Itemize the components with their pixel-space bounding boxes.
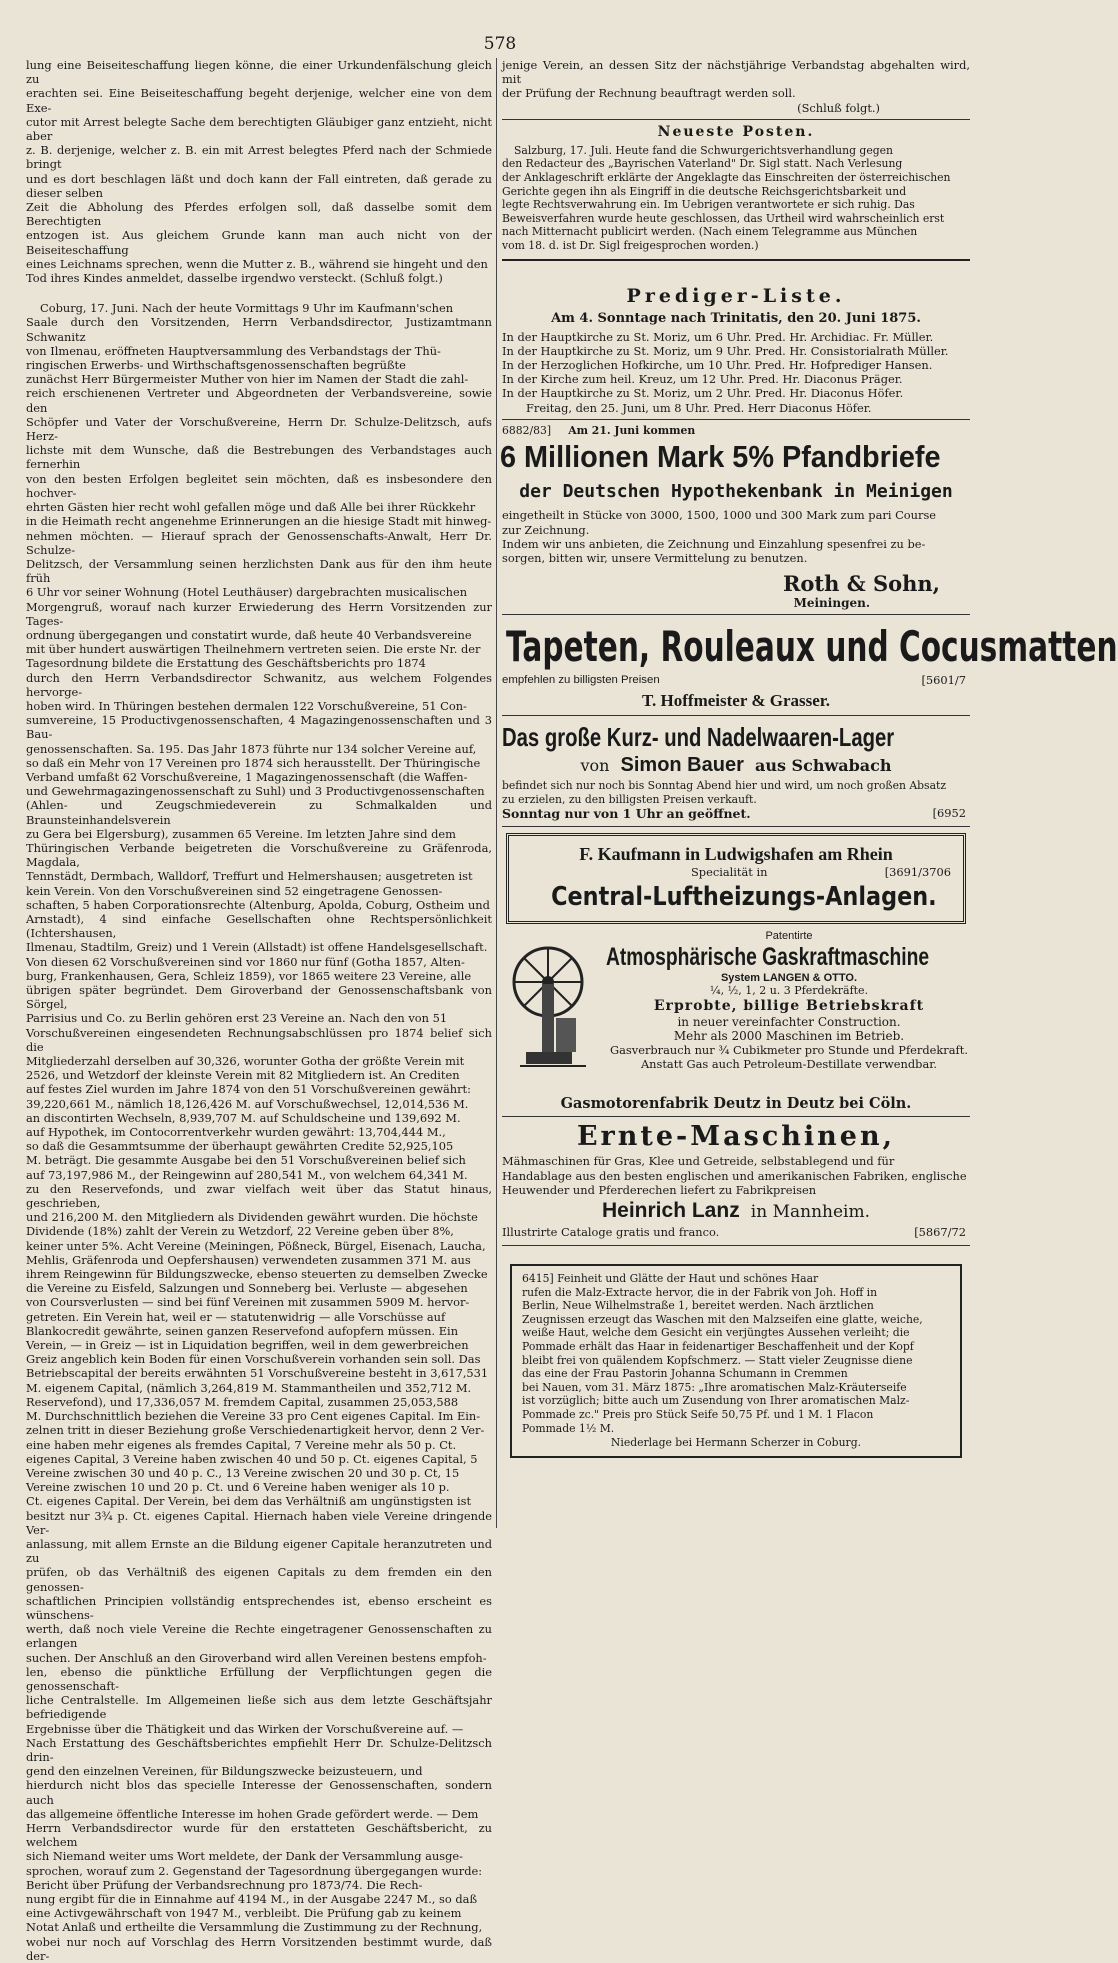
preacher-title: Prediger-Liste. (626, 284, 846, 307)
text-line: zunächst Herr Bürgermeister Muther von hier im Namen der Stadt die zahl- (26, 372, 469, 387)
pfandbriefe-body (502, 508, 970, 565)
text-line: Morgengruß, worauf nach kurzer Erwiederung des Herrn Vorsitzenden zur Tages- (26, 599, 492, 628)
text-line: und Gewehrmagazingenossenschaft zu Suhl) und 3 Productivgenossenschaften (26, 784, 485, 799)
gas-construction: in neuer vereinfachter Construction. (677, 1015, 901, 1030)
text-line: die Vereine zu Eisfeld, Salzungen und Sonneberg bei. Verluste — abgesehen (26, 1281, 468, 1296)
text-line: Bericht über Prüfung der Verbandsrechnung pro 1873/74. Die Rech- (26, 1877, 423, 1892)
text-line: burg, Frankenhausen, Gera, Schleiz 1859), vor 1865 weitere 23 Vereine, alle (26, 968, 472, 983)
text-line: ringischen Erwerbs- und Wirthschaftsgenossenschaften begrüßte (26, 358, 406, 373)
text-line: befindet sich nur noch bis Sonntag Abend hier und wird, um noch großen Absatz (502, 779, 947, 793)
gas-tested: Erprobte, billige Betriebskraft (653, 998, 925, 1015)
text-line: Verband umfaßt 62 Vorschußvereine, 1 Magazingenossenschaft (die Waffen- (26, 769, 468, 784)
text-line: M. beträgt. Die gesammte Ausgabe bei den 51 Vorschußvereinen belief sich (26, 1153, 466, 1168)
ad-date-line: Am 21. Juni kommen (568, 423, 696, 437)
gas-headline: Atmosphärische Gaskraftmaschine (606, 943, 930, 972)
preacher-entry: In der Hauptkirche zu St. Moriz, um 6 Uhr. Pred. Hr. Archidiac. Fr. Müller. (502, 329, 934, 344)
text-line: anlassung, mit allem Ernste an die Bildung eigener Capitale heranzutreten und zu (26, 1536, 492, 1566)
kurzwaaren-headline: Das große Kurz- und Nadelwaaren-Lager (502, 722, 895, 753)
text-line: bleibt frei von quälendem Kopfschmerz. — Statt vieler Zeugnisse diene (522, 1353, 913, 1367)
text-line: der Prüfung der Rechnung beauftragt werden soll. (502, 86, 796, 101)
text-line: Mitgliederzahl derselben auf 30,326, worunter Gotha der größte Verein mit (26, 1054, 465, 1069)
text-line: jenige Verein, an dessen Sitz der nächstjährige Verbandstag abgehalten wird, mit (502, 58, 970, 87)
text-line: zu erzielen, zu den billigsten Preisen verkauft. (502, 792, 757, 806)
text-line: das eine der Frau Pastorin Johanna Schumann in Cremmen (522, 1367, 848, 1381)
text-line: vom 18. d. ist Dr. Sigl freigesprochen worden.) (502, 238, 759, 252)
kaufmann-firm: F. Kaufmann in Ludwigshafen am Rhein (579, 844, 893, 865)
text-line: 2526, und Wetzdorf der kleinste Verein mit 82 Mitgliedern ist. An Crediten (26, 1068, 460, 1083)
text-line: und es dort beschlagen läßt und doch kann der Fall eintreten, daß gerade zu dieser selben (26, 171, 492, 200)
text-line: hoben wird. In Thüringen bestehen dermalen 122 Vorschußvereine, 51 Con- (26, 698, 467, 713)
text-line: hierdurch nicht blos das specielle Interesse der Genossenschaften, sondern auch (26, 1778, 492, 1807)
text-line: genossenschaften. Sa. 195. Das Jahr 1873 führte nur 134 solcher Vereine auf, (26, 741, 477, 756)
text-line: zelnen tritt in dieser Beziehung große Verschiedenartigkeit hervor, denn 2 Ver- (26, 1423, 485, 1438)
text-line: Ilmenau, Stadtilm, Greiz) und 1 Verein (Allstadt) ist offene Handelsgesellschaft. (26, 940, 488, 955)
text-line: Ct. eigenes Capital. Der Verein, bei dem das Verhältniß am ungünstigsten ist (26, 1494, 472, 1509)
firm-roth-sohn: Roth & Sohn, (782, 571, 940, 597)
text-line: nehmen möchten. — Hierauf sprach der Genossenschafts-Anwalt, Herr Dr. Schulze- (26, 528, 492, 557)
tapeten-headline: Tapeten, Rouleaux und Cocusmatten (506, 623, 1118, 672)
ad-ref: 6882/83] (502, 423, 552, 437)
text-line: Betriebscapital der bereits erwähnten 51 Vorschußvereine besteht in 3,617,531 (26, 1366, 489, 1381)
text-line: sumvereine, 15 Productivgenossenschaften, 4 Magazingenossenschaften und 3 Bau- (26, 713, 492, 742)
text-line: Zeugnissen erzeugt das Waschen mit den Malzseifen eine glatte, weiche, (522, 1312, 923, 1326)
text-line: ehrten Gästen hier recht wohl gefallen möge und daß Alle bei ihrer Rückkehr (26, 500, 476, 515)
tapeten-ref: [5601/7 (921, 673, 966, 688)
kaufmann-product: Central-Luftheizungs-Anlagen. (551, 882, 937, 913)
text-line: eines Leichnams sprechen, wenn die Mutter z. B., während sie hingeht und den (26, 256, 488, 271)
text-line: Herrn Verbandsdirector wurde für den erstatteten Geschäftsbericht, zu welchem (26, 1820, 492, 1850)
text-line: von Coursverlusten — sind bei fünf Vereinen mit zusammen 5909 M. hervor- (26, 1295, 470, 1310)
text-line: entzogen ist. Aus gleichem Grunde kann man auch nicht von der Beiseiteschaffung (26, 228, 492, 257)
gas-factory: Gasmotorenfabrik Deutz in Deutz bei Cöln. (560, 1095, 912, 1113)
text-line: so daß die Gesammtsumme der überhaupt gewährten Credite 52,925,105 (26, 1139, 454, 1154)
text-line: Handablage aus den besten englischen und amerikanischen Fabriken, englische (502, 1168, 967, 1183)
article-coburg (26, 301, 492, 1963)
ad-gasmaschine (502, 930, 970, 1112)
text-line: Tagesordnung bildete die Erstattung des Geschäftsberichts pro 1874 (26, 656, 426, 671)
text-line: Berlin, Neue Wilhelmstraße 1, bereitet werden. Nach ärztlichen (522, 1299, 874, 1313)
text-line: von den besten Erfolgen begleitet sein möchten, daß es insbesondere den hochver- (26, 471, 492, 500)
text-line: Blankocredit gewährte, seinen ganzen Reservefond aufopfern müssen. Ein (26, 1323, 459, 1338)
right-column (500, 58, 1118, 1528)
preacher-subtitle: Am 4. Sonntage nach Trinitatis, den 20. Juni 1875. (551, 310, 921, 326)
text-line: Zeit die Abholung des Pferdes erfolgen soll, daß dasselbe somit dem Berechtigten (26, 200, 492, 229)
preacher-entry: In der Kirche zum heil. Kreuz, um 12 Uhr. Pred. Hr. Diaconus Präger. (502, 372, 903, 387)
text-line: in die Heimath recht angenehme Erinnerungen an die hiesige Stadt mit hinweg- (26, 514, 492, 529)
text-line: den Redacteur des „Bayrischen Vaterland" Dr. Sigl statt. Nach Verlesung (502, 157, 903, 171)
ernte-catalog: Illustrirte Cataloge gratis und franco. (502, 1224, 720, 1239)
text-line: Beweisverfahren wurde heute geschlossen, das Urtheil wird wahrscheinlich erst (502, 211, 945, 225)
text-line: eigenes Capital, 3 Vereine haben zwischen 40 und 50 p. Ct. eigenes Capital, 5 (26, 1451, 478, 1466)
text-line: Salzburg, 17. Juli. Heute fand die Schwurgerichtsverhandlung gegen (514, 143, 893, 157)
text-line: Von diesen 62 Vorschußvereinen sind vor 1860 nur fünf (Gotha 1857, Alten- (26, 954, 465, 969)
continuation-end: (Schluß folgt.) (797, 100, 880, 115)
text-line: ordnung übergegangen und constatirt wurde, daß heute 40 Verbandsvereine (26, 627, 472, 642)
text-line: ist vorzüglich; bitte auch um Zusendung von Ihrer aromatischen Malz- (522, 1394, 910, 1408)
news-heading: Neueste Posten. (657, 123, 815, 140)
text-line: Coburg, 17. Juni. Nach der heute Vormittags 9 Uhr im Kaufmann'schen (40, 301, 454, 316)
text-line: zur Zeichnung. (502, 522, 590, 537)
text-line: besitzt nur 3¾ p. Ct. eigenes Capital. Hiernach haben viele Vereine dringende Ver- (26, 1508, 492, 1537)
text-line: eingetheilt in Stücke von 3000, 1500, 1000 und 300 Mark zum pari Course (502, 508, 937, 523)
text-line: rufen die Malz-Extracte hervor, die in der Fabrik von Joh. Hoff in (522, 1285, 878, 1299)
text-line: (Ahlen- und Zeugschmiedeverein zu Schmalkalden und Braunsteinhandelsverein (26, 798, 492, 827)
tapeten-sub: empfehlen zu billigsten Preisen (502, 674, 660, 687)
ad-tapeten (502, 619, 1118, 711)
text-line: ihrem Reingewinn für Bildungszwecke, ebenso steuerten zu demselben Zwecke (26, 1267, 488, 1282)
page-number: 578 (483, 34, 517, 54)
gas-engine-illustration (506, 934, 606, 1074)
preacher-list (502, 330, 970, 415)
kurzwaaren-sunday: Sonntag nur von 1 Uhr an geöffnet. (502, 806, 751, 822)
text-line: Pommade zc." Preis pro Stück Seife 50,75 Pf. und 1 M. 1 Flacon (522, 1407, 874, 1421)
text-line: z. B. derjenige, welcher z. B. ein mit Arrest belegtes Pferd nach der Schmiede bringt (26, 143, 492, 172)
text-line: so daß ein Mehr von 17 Vereinen pro 1874 sich herausstellt. Der Thüringische (26, 755, 481, 770)
text-line: Gerichte gegen ihn als Eingriff in die deutsche Reichsgerichtsbarkeit und (502, 184, 907, 198)
text-line: Heuwender und Pferderechen liefert zu Fabrikpreisen (502, 1182, 817, 1197)
kaufmann-specialty: Specialität in (691, 865, 768, 880)
ad-kurzwaaren (502, 720, 970, 822)
text-line: werth, daß noch viele Vereine die Rechte eingetragener Genossenschaften zu erlangen (26, 1622, 492, 1651)
text-line: 39,220,661 M., nämlich 18,126,426 M. auf Vorschußwechsel, 12,014,536 M. (26, 1096, 469, 1111)
text-line: nung ergibt für die in Einnahme auf 4194 M., in der Ausgabe 2247 M., so daß (26, 1892, 478, 1906)
preacher-entry: In der Hauptkirche zu St. Moriz, um 2 Uhr. Pred. Hr. Diaconus Höfer. (502, 386, 904, 401)
text-line: Vereine zwischen 10 und 20 p. Ct. und 6 Vereine haben weniger als 10 p. (26, 1480, 450, 1495)
text-line: Schöpfer und Vater der Vorschußvereine, Herrn Dr. Schulze-Delitzsch, aufs Herz- (26, 414, 492, 444)
preacher-entry: In der Herzoglichen Hofkirche, um 10 Uhr. Pred. Hr. Hofprediger Hansen. (502, 357, 933, 372)
firm-city: Meiningen. (793, 596, 870, 611)
text-line: prüfen, ob das Verhältniß des eigenen Capitals zu dem fremden ein den genossen- (26, 1565, 492, 1594)
text-line: bei Nauen, vom 31. März 1875: „Ihre aromatischen Malz-Kräuterseife (522, 1380, 907, 1394)
text-line: der Anklageschrift erklärte der Angeklagte das Einschreiten der österreichischen (502, 171, 951, 184)
text-line: Delitzsch, der Versammlung seinen herzlichsten Dank aus für den ihm heute früh (26, 556, 492, 586)
text-line: erachten sei. Eine Beiseiteschaffung begeht derjenige, welcher eine von dem Exe- (26, 86, 492, 115)
text-line: Dividende (18%) zahlt der Verein zu Wetzdorf, 22 Vereine geben über 8%, (26, 1224, 454, 1239)
ad-pfandbriefe (502, 424, 970, 610)
article-salzburg (502, 144, 970, 253)
text-line: auf 73,197,986 M., der Reingewinn auf 280,541 M., von welchem 64,341 M. (26, 1167, 468, 1182)
text-line: sorgen, bitten wir, unsere Vermittelung zu benutzen. (502, 550, 808, 565)
text-line: zu Gera bei Elgersburg), zusammen 65 Vereine. Im letzten Jahre sind dem (26, 826, 456, 841)
text-line: Pommade 1½ M. (522, 1421, 615, 1435)
preacher-entry: In der Hauptkirche zu St. Moriz, um 9 Uhr. Pred. Hr. Consistorialrath Müller. (502, 343, 949, 358)
text-line: 6415] Feinheit und Glätte der Haut und schönes Haar (522, 1271, 819, 1285)
text-line: Saale durch den Vorsitzenden, Herrn Verbandsdirector, Justizamtmann Schwanitz (26, 315, 492, 344)
ernte-city: in Mannheim. (750, 1201, 870, 1222)
text-line: Ergebnisse über die Thätigkeit und das Wirken der Vorschußvereine auf. — (26, 1721, 464, 1736)
text-line: nach Mitternacht publicirt werden. (Nach einem Telegramme aus München (502, 225, 918, 239)
preacher-entry: Freitag, den 25. Juni, um 8 Uhr. Pred. Herr Diaconus Höfer. (526, 400, 872, 415)
tapeten-firm: T. Hoffmeister & Grasser. (641, 691, 831, 711)
text-line: Arnstadt), 4 sind einfache Gesellschaften ohne Rechtspersönlichkeit (Ichtershausen, (26, 911, 492, 941)
article-intro (26, 58, 492, 285)
text-line: Thüringischen Verbande beigetreten die Vorschußvereine zu Gräfenroda, Magdala, (26, 840, 492, 870)
text-line: M. Durchschnittlich beziehen die Vereine 33 pro Cent eigenes Capital. Im Ein- (26, 1409, 481, 1424)
ad-ernte (502, 1121, 970, 1241)
text-line: auf Hypothek, im Contocorrentverkehr wurden gewährt: 13,704,444 M., (26, 1125, 446, 1140)
text-line: reich erschienenen Vertreter und Abgeordneten der Verbandsvereine, sowie den (26, 386, 492, 415)
bank-name: der Deutschen Hypothekenbank in Meinigen (519, 481, 953, 503)
kurzwaaren-name: Simon Bauer (620, 754, 744, 777)
text-line: Mehlis, Gräfenroda und Oepfershausen) verwendeten zusammen 371 M. aus (26, 1252, 471, 1267)
gas-patented: Patentirte (765, 930, 813, 943)
text-line: schaftlichen Principien vollständig entsprechendes ist, ebenso erscheint es wünschens- (26, 1593, 492, 1622)
text-line: Greiz angeblich kein Boden für einen Vorschußverein vorhanden sein soll. Das (26, 1352, 481, 1367)
kurzwaaren-place: aus Schwabach (754, 756, 892, 776)
malz-depot: Niederlage bei Hermann Scherzer in Coburg. (610, 1436, 862, 1450)
gas-count: Mehr als 2000 Maschinen im Betrieb. (673, 1029, 905, 1044)
ernte-body (502, 1154, 970, 1197)
text-line: Parrisius und Co. zu Berlin gehören erst 23 Vereine an. Nach den von 51 (26, 1011, 448, 1026)
text-line: Pommade erhält das Haar in feidenartiger Beschaffenheit und der Kopf (522, 1339, 914, 1353)
left-column (26, 58, 492, 1963)
text-line: und 216,200 M. den Mitgliedern als Dividenden gewährt wurden. Die höchste (26, 1210, 478, 1225)
text-line: eine Activgewährschaft von 1947 M., verbleibt. Die Prüfung gab zu keinem (26, 1906, 462, 1921)
text-line: Tod ihres Kindes anmeldet, dasselbe irgendwo versteckt. (Schluß folgt.) (26, 271, 443, 286)
text-line: weiße Haut, welche dem Gesicht ein verjüngtes Aussehen verleiht; die (522, 1326, 910, 1340)
ad-malz (510, 1264, 962, 1458)
gas-usage: Gasverbrauch nur ¾ Cubikmeter pro Stunde und Pferdekraft. (610, 1043, 968, 1058)
text-line: lung eine Beiseiteschaffung liegen könne, die einer Urkundenfälschung gleich zu (26, 58, 492, 87)
text-line: mit über hundert auswärtigen Theilnehmern vertreten seien. Die erste Nr. der (26, 642, 481, 657)
pfandbriefe-headline: 6 Millionen Mark 5% Pfandbriefe (500, 439, 941, 475)
gas-system: System LANGEN & OTTO. (720, 972, 858, 985)
kurzwaaren-ref: [6952 (932, 806, 966, 821)
text-line: an discontirten Wechseln, 8,939,707 M. auf Schuldscheine und 139,692 M. (26, 1110, 461, 1125)
text-line: Verein, — in Greiz — ist in Liquidation begriffen, weil in dem gewerbreichen (26, 1338, 469, 1353)
kaufmann-ref: [3691/3706 (884, 865, 951, 880)
text-line: schaften, 5 haben Corporationsrechte (Altenburg, Apolda, Coburg, Ostheim und (26, 897, 490, 912)
text-line: durch den Herrn Verbandsdirector Schwanitz, aus welchem Folgendes hervorge- (26, 670, 492, 699)
text-line: M. eigenem Capital, (nämlich 3,264,819 M. Stammantheilen und 352,712 M. (26, 1380, 472, 1395)
text-line: Indem wir uns anbieten, die Zeichnung und Einzahlung spesenfrei zu be- (502, 536, 926, 551)
text-line: sprochen, worauf zum 2. Gegenstand der Tagesordnung übergegangen wurde: (26, 1863, 483, 1878)
text-line: 6 Uhr vor seiner Wohnung (Hotel Leuthäuser) dargebrachten musicalischen (26, 585, 468, 600)
kurzwaaren-body (502, 779, 970, 806)
text-line: sich Niemand weiter ums Wort meldete, der Dank der Versammlung ausge- (26, 1849, 464, 1864)
text-line: zu den Reservefonds, und zwar vielfach weit über das Statut hinaus, geschrieben, (26, 1181, 492, 1211)
text-line: Vorschußvereinen eingesendeten Rechnungsabschlüssen pro 1874 belief sich die (26, 1025, 492, 1054)
column-divider (496, 58, 497, 1528)
text-line: Nach Erstattung des Geschäftsberichtes empfiehlt Herr Dr. Schulze-Delitzsch drin- (26, 1735, 492, 1764)
gas-sizes: ¼, ½, 1, 2 u. 3 Pferdekräfte. (709, 984, 869, 998)
ernte-firm: Heinrich Lanz (602, 1198, 740, 1222)
text-line: Mähmaschinen für Gras, Klee und Getreide, selbstablegend und für (502, 1154, 895, 1169)
text-line: von Ilmenau, eröffneten Hauptversammlung des Verbandstags der Thü- (26, 343, 441, 358)
text-line: Reservefond), und 17,336,057 M. fremdem Capital, zusammen 25,053,588 (26, 1394, 459, 1409)
text-line: auf festes Ziel wurden im Jahre 1874 von den 51 Vorschußvereinen gewährt: (26, 1082, 471, 1097)
text-line: das allgemeine öffentliche Interesse im hohen Grade gefördert werde. — Dem (26, 1806, 479, 1821)
text-line: liche Centralstelle. Im Allgemeinen ließe sich aus dem letzte Geschäftsjahr befriedigende (26, 1693, 492, 1722)
ernte-ref: [5867/72 (914, 1224, 966, 1239)
text-line: gend den einzelnen Vereinen, für Bildungszwecke beizusteuern, und (26, 1764, 423, 1779)
gas-alt: Anstatt Gas auch Petroleum-Destillate verwendbar. (640, 1057, 938, 1072)
text-line: len, ebenso die pünktliche Erfüllung der Verpflichtungen gegen die genossenschaft- (26, 1664, 492, 1693)
text-line: legte Rechtsverwahrung ein. Im Uebrigen verantwortete er sich ruhig. Das (502, 198, 915, 212)
text-line: übrigen später begründet. Dem Giroverband der Genossenschaftsbank von Sörgel, (26, 983, 492, 1012)
ernte-headline: Ernte-Maschinen, (576, 1121, 896, 1153)
text-line: wobei nur noch auf Vorschlag des Herrn Vorsitzenden bestimmt wurde, daß der- (26, 1934, 492, 1963)
text-line: Vereine zwischen 30 und 40 p. C., 13 Vereine zwischen 20 und 30 p. Ct, 15 (26, 1465, 460, 1480)
text-line: getreten. Ein Verein hat, weil er — statutenwidrig — alle Vorschüsse auf (26, 1309, 446, 1324)
text-line: lichste mit dem Wunsche, daß die Bestrebungen des Verbandstages auch fernerhin (26, 443, 492, 472)
text-line: eine haben mehr eigenes als fremdes Capital, 7 Vereine mehr als 50 p. Ct. (26, 1437, 457, 1452)
text-line: Tennstädt, Dermbach, Walldorf, Treffurt und Helmershausen; ausgetreten ist (26, 869, 473, 884)
text-line: suchen. Der Anschluß an den Giroverband wird allen Vereinen bestens empfoh- (26, 1650, 487, 1665)
text-line: cutor mit Arrest belegte Sache dem berechtigten Gläubiger ganz entzieht, nicht aber (26, 114, 492, 144)
article-continuation (502, 58, 970, 101)
kurzwaaren-von: von (580, 756, 610, 776)
text-line: Notat Anlaß und ertheilte die Versammlung die Zustimmung zu der Rechnung, (26, 1920, 483, 1935)
text-line: kein Verein. Von den Vorschußvereinen sind 52 eingetragene Genossen- (26, 883, 443, 898)
malz-body (522, 1272, 950, 1435)
text-line: keiner unter 5%. Acht Vereine (Meiningen, Pößneck, Bürgel, Eisenach, Laucha, (26, 1238, 486, 1253)
ad-kaufmann (506, 833, 966, 924)
